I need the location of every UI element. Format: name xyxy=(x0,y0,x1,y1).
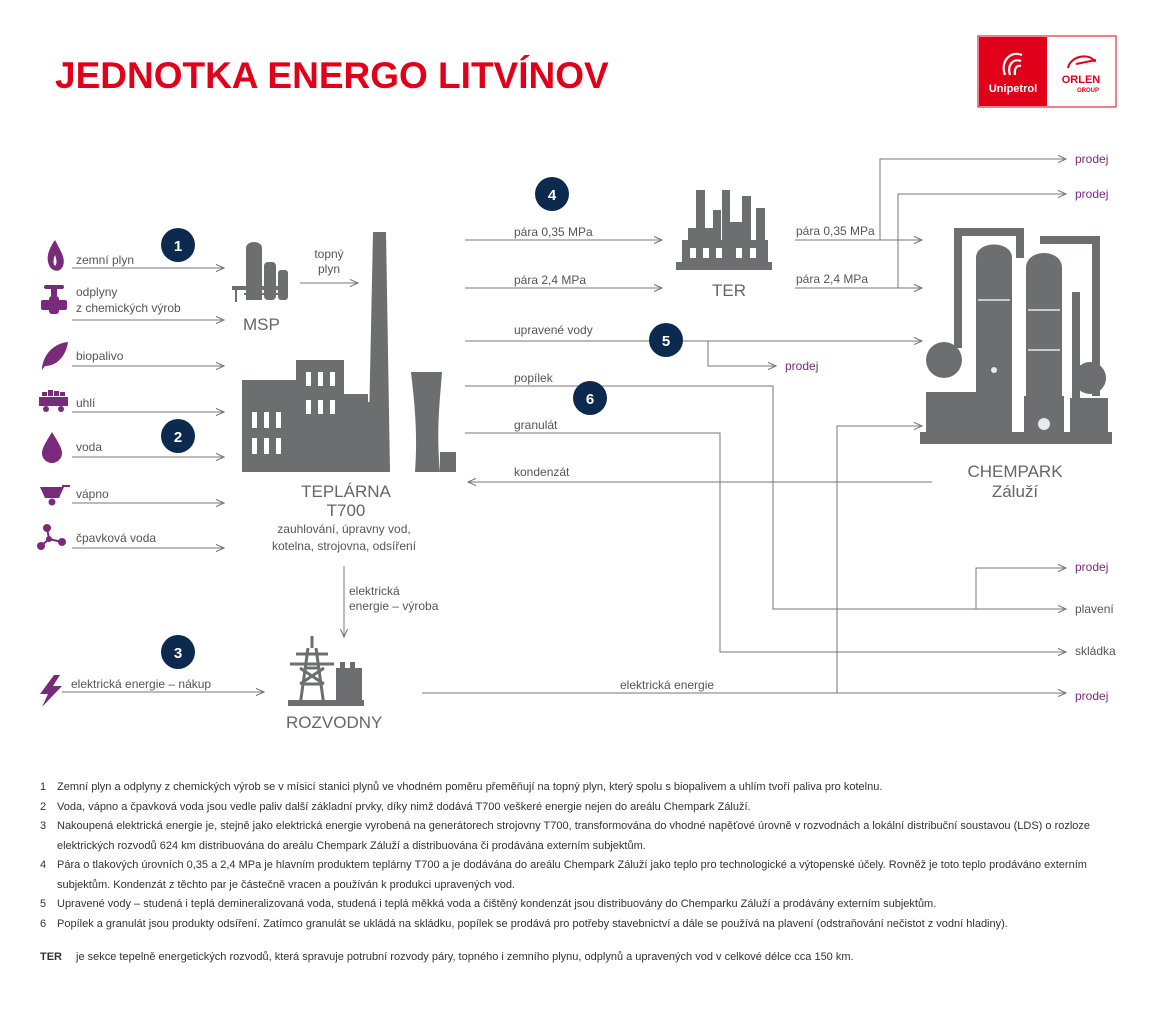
logo-box xyxy=(978,36,1116,107)
input-label-biopalivo: biopalivo xyxy=(76,349,124,363)
lightning-icon xyxy=(40,675,62,707)
input-label-odplyny-line2: z chemických výrob xyxy=(76,301,181,315)
flow-label-para-24: pára 2,4 MPa xyxy=(514,273,587,287)
footnote-number: 6 xyxy=(40,917,47,930)
rozvodny-facility-icon xyxy=(288,636,364,706)
footnote-6 xyxy=(40,915,1140,935)
input-label-vapno: vápno xyxy=(76,487,109,501)
ter-definition xyxy=(40,948,1140,968)
footnote-4 xyxy=(40,856,1140,895)
marker-2 xyxy=(161,419,195,453)
footnote-text: Nakoupená elektrická energie je, stejně jako elektrická energie vyrobená na generátorech strojovny T700, transformována do vhodné napěťové úrovně v rozvodnách a lokální distribuční soustavou (LDS) o rozloze elektrických rozvodů 624 km distribuována do areálu Chempark Záluží a distribuována či prodávána externím subjektům. xyxy=(57,820,1091,852)
ter-label: TER xyxy=(712,281,746,300)
output-plaveni: plavení xyxy=(1075,602,1114,616)
footnotes xyxy=(40,778,1140,968)
valve-icon xyxy=(41,285,67,314)
footnote-number: 5 xyxy=(40,898,47,910)
marker-4 xyxy=(535,177,569,211)
svg-text:5: 5 xyxy=(661,333,671,350)
svg-text:4: 4 xyxy=(547,187,557,204)
orlen-group-text: GROUP xyxy=(1076,88,1100,94)
topny-plyn-label-line2: plyn xyxy=(317,262,341,276)
page-title: JEDNOTKA ENERGO LITVÍNOV xyxy=(55,55,609,96)
msp-facility-icon xyxy=(232,242,288,302)
footnote-text: Zemní plyn a odplyny z chemických výrob se v mísicí stanici plynů ve vhodném poměru přeměňují na topný plyn, který spolu s biopalivem a uhlím tvoří paliva pro kotelnu. xyxy=(57,781,883,793)
flame-icon xyxy=(48,240,64,271)
input-label-cpavkova-voda: čpavková voda xyxy=(76,531,157,545)
marker-1 xyxy=(161,228,195,262)
coal-wagon-icon xyxy=(39,390,68,412)
wheelbarrow-icon xyxy=(40,485,70,506)
footnote-number: 2 xyxy=(40,800,47,813)
unipetrol-wordmark: Unipetrol xyxy=(988,83,1038,95)
rozvodny-label: ROZVODNY xyxy=(286,713,383,732)
flow-label-upravene-vody: upravené vody xyxy=(514,323,593,337)
elektricka-vyroba-label-line1: elektrická xyxy=(349,584,400,598)
footnote-number: 1 xyxy=(40,781,47,793)
footnote-text: Popílek a granulát jsou produkty odsíření. Zatímco granulát se ukládá na skládku, popílek se prodává pro potřeby stavebnictví a dále se používá na plavení (odstraňování nečistot z vodní hladiny). xyxy=(57,917,1008,930)
output-prodej-electricity: prodej xyxy=(1075,689,1109,703)
footnote-1 xyxy=(40,778,1140,798)
input-lines xyxy=(62,268,264,692)
input-icons xyxy=(37,240,70,707)
footnote-number: 4 xyxy=(40,859,47,871)
chempark-facility-icon xyxy=(920,228,1112,444)
marker-3 xyxy=(161,635,195,669)
ter-facility-icon xyxy=(676,190,772,270)
output-prodej-steam-2: prodej xyxy=(1075,187,1109,201)
orlen-wordmark: ORLEN xyxy=(1061,74,1101,86)
teplarna-sub-line1: zauhlování, úpravny vod, xyxy=(277,522,411,536)
unipetrol-logo xyxy=(979,37,1047,106)
teplarna-label-line2: T700 xyxy=(326,501,366,520)
input-label-voda: voda xyxy=(76,440,103,454)
output-prodej-water: prodej xyxy=(785,359,819,373)
input-label-uhli: uhlí xyxy=(76,396,96,410)
chempark-label-line1: CHEMPARK xyxy=(967,462,1063,481)
flow-label-elektricka-energie: elektrická energie xyxy=(620,678,715,692)
teplarna-label-line1: TEPLÁRNA xyxy=(301,482,391,501)
input-label-odplyny-line1: odplyny xyxy=(76,285,118,299)
footnote-text: Voda, vápno a čpavková voda jsou vedle paliv další základní prvky, díky nimž dodává T700 veškeré energie nejen do areálu Chempark Záluží. xyxy=(57,800,751,813)
chempark-label-line2: Záluží xyxy=(991,482,1039,501)
output-prodej-steam-1: prodej xyxy=(1075,152,1109,166)
molecule-icon xyxy=(37,524,66,550)
input-label-zemni-plyn: zemní plyn xyxy=(76,253,135,267)
flow-label-granulat: granulát xyxy=(514,418,558,432)
ter-definition-key: TER xyxy=(40,951,62,963)
input-label-elektricka-nakup: elektrická energie – nákup xyxy=(71,677,212,691)
marker-6 xyxy=(573,381,607,415)
teplarna-sub-line2: kotelna, strojovna, odsíření xyxy=(271,539,417,553)
footnote-2 xyxy=(40,798,1140,818)
ter-definition-text: je sekce tepelně energetických rozvodů, která spravuje potrubní rozvody páry, topného i zemního plynu, odplynů a upravených vod v celkové délce cca 150 km. xyxy=(76,951,854,963)
elektricka-vyroba-label-line2: energie – výroba xyxy=(349,599,439,613)
flow-label-ter-para-24: pára 2,4 MPa xyxy=(796,272,869,286)
msp-label: MSP xyxy=(243,315,280,334)
footnote-5 xyxy=(40,895,1140,915)
footnote-text: Pára o tlakových úrovních 0,35 a 2,4 MPa je hlavním produktem teplárny T700 a je dodávána do areálu Chempark Záluží jako teplo pro technologické a výtopenské účely. Rovněž je toto teplo prodáváno externím subjektům. Kondenzát z těchto par je částečně vracen a používán k produkci upravených vod. xyxy=(57,859,1087,891)
topny-plyn-label-line1: topný xyxy=(314,247,344,261)
leaf-icon xyxy=(42,342,68,370)
marker-5 xyxy=(649,323,683,357)
svg-text:1: 1 xyxy=(173,238,183,255)
flow-label-para-035: pára 0,35 MPa xyxy=(514,225,593,239)
water-drop-icon xyxy=(42,432,62,463)
flow-label-popilek: popílek xyxy=(514,371,553,385)
footnote-text: Upravené vody – studená i teplá demineralizovaná voda, studená i teplá měkká voda a čištěný kondenzát jsou distribuovány do Chemparku Záluží a prodávány externím subjektům. xyxy=(57,898,937,910)
svg-text:6: 6 xyxy=(585,391,595,408)
flow-label-kondenzat: kondenzát xyxy=(514,465,570,479)
svg-text:3: 3 xyxy=(173,645,183,662)
flow-label-ter-para-035: pára 0,35 MPa xyxy=(796,224,875,238)
svg-text:2: 2 xyxy=(173,429,183,446)
output-prodej-popilek: prodej xyxy=(1075,560,1109,574)
output-skladka: skládka xyxy=(1075,644,1116,658)
footnote-number: 3 xyxy=(40,820,47,832)
footnote-3 xyxy=(40,817,1140,856)
